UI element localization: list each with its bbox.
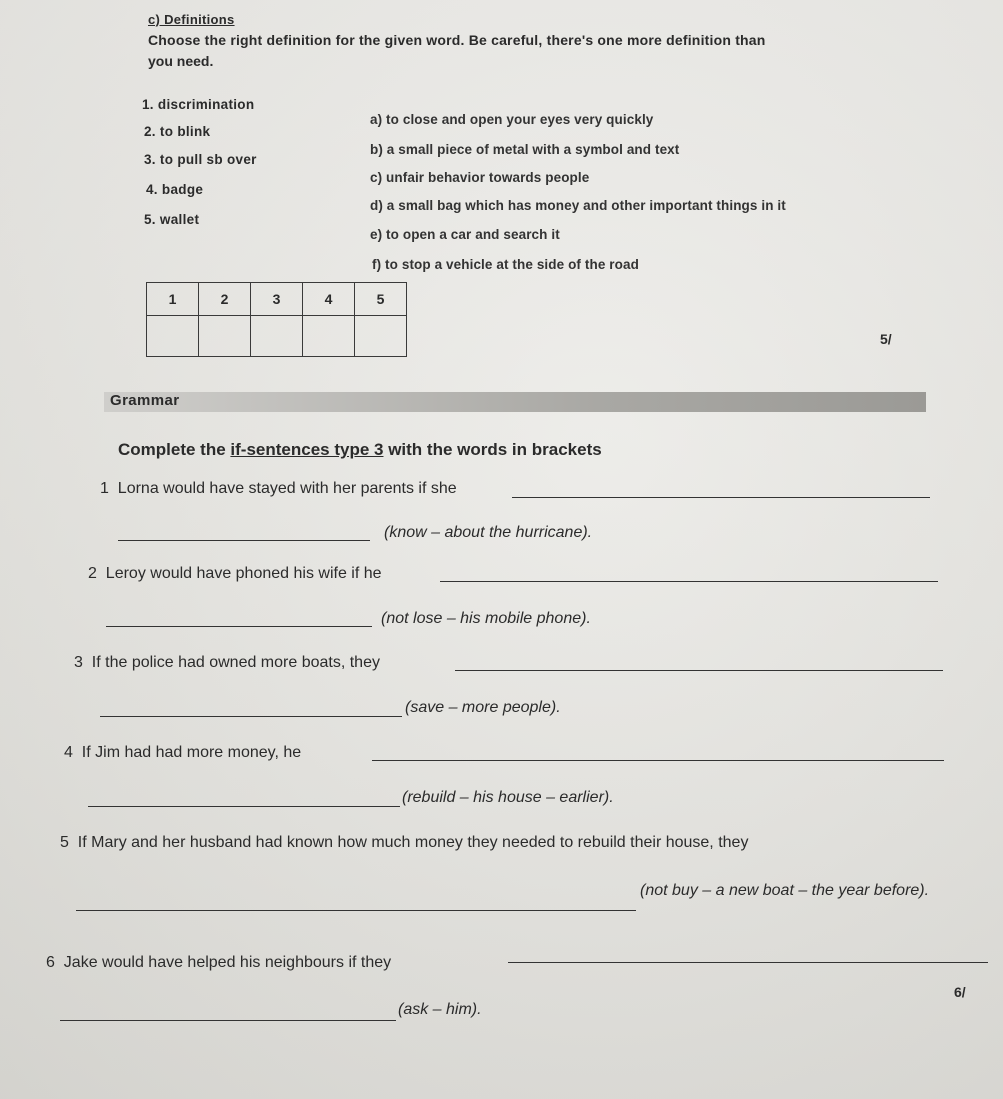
- answer-blank-5[interactable]: [76, 910, 636, 911]
- word-item-5: 5. wallet: [144, 212, 200, 227]
- answer-table-answer-row: [147, 316, 407, 357]
- word-item-4: 4. badge: [146, 182, 204, 197]
- sentence-4: 4 If Jim had had more money, he: [64, 744, 302, 761]
- sentence-2-hint: (not lose – his mobile phone).: [381, 610, 591, 627]
- answer-blank-4b[interactable]: [88, 806, 400, 807]
- answer-blank-1a[interactable]: [512, 497, 930, 498]
- answer-header-5: 5: [355, 283, 407, 316]
- definition-e: e) to open a car and search it: [370, 227, 560, 242]
- definition-d: d) a small bag which has money and other important things in it: [370, 198, 786, 213]
- answer-blank-4a[interactable]: [372, 760, 944, 761]
- answer-blank-1b[interactable]: [118, 540, 370, 541]
- sentence-2: 2 Leroy would have phoned his wife if he: [88, 565, 382, 582]
- answer-header-3: 3: [251, 283, 303, 316]
- answer-header-1: 1: [147, 283, 199, 316]
- answer-blank-2b[interactable]: [106, 626, 372, 627]
- answer-header-2: 2: [199, 283, 251, 316]
- answer-blank-3b[interactable]: [100, 716, 402, 717]
- section-heading: c) Definitions: [148, 12, 235, 27]
- answer-header-4: 4: [303, 283, 355, 316]
- word-item-3: 3. to pull sb over: [144, 152, 257, 167]
- instruction-text-continued: you need.: [148, 53, 214, 69]
- answer-blank-3a[interactable]: [455, 670, 943, 671]
- sentence-3: 3 If the police had owned more boats, they: [74, 654, 380, 671]
- answer-blank-6a[interactable]: [508, 962, 988, 963]
- answer-cell-2[interactable]: [199, 316, 251, 357]
- sentence-1-hint: (know – about the hurricane).: [384, 524, 593, 541]
- instruction-text: Choose the right definition for the given word. Be careful, there's one more definition than: [148, 32, 766, 48]
- answer-table: [146, 282, 407, 357]
- grammar-label: Grammar: [110, 392, 180, 409]
- definitions-score: 5/: [880, 331, 892, 347]
- sentence-6: 6 Jake would have helped his neighbours if they: [46, 954, 392, 971]
- grammar-section-bar: [104, 392, 926, 412]
- answer-cell-1[interactable]: [147, 316, 199, 357]
- definition-b: b) a small piece of metal with a symbol and text: [370, 142, 680, 157]
- sentence-4-hint: (rebuild – his house – earlier).: [402, 789, 614, 806]
- answer-cell-4[interactable]: [303, 316, 355, 357]
- answer-blank-2a[interactable]: [440, 581, 938, 582]
- definition-f: f) to stop a vehicle at the side of the road: [372, 257, 639, 272]
- sentence-6-hint: (ask – him).: [398, 1001, 482, 1018]
- answer-blank-6b[interactable]: [60, 1020, 396, 1021]
- definition-c: c) unfair behavior towards people: [370, 170, 590, 185]
- definition-a: a) to close and open your eyes very quickly: [370, 112, 654, 127]
- sentence-3-hint: (save – more people).: [405, 699, 561, 716]
- sentence-1: 1 Lorna would have stayed with her parents if she: [100, 480, 457, 497]
- grammar-instruction: Complete the if-sentences type 3 with the words in brackets: [118, 440, 602, 459]
- word-item-2: 2. to blink: [144, 124, 211, 139]
- answer-table-header-row: [147, 283, 407, 316]
- answer-cell-3[interactable]: [251, 316, 303, 357]
- sentence-5: 5 If Mary and her husband had known how much money they needed to rebuild their house, they: [60, 834, 749, 851]
- sentence-5-hint: (not buy – a new boat – the year before).: [640, 882, 930, 899]
- word-item-1: 1. discrimination: [142, 97, 255, 112]
- grammar-score: 6/: [954, 984, 966, 1000]
- answer-cell-5[interactable]: [355, 316, 407, 357]
